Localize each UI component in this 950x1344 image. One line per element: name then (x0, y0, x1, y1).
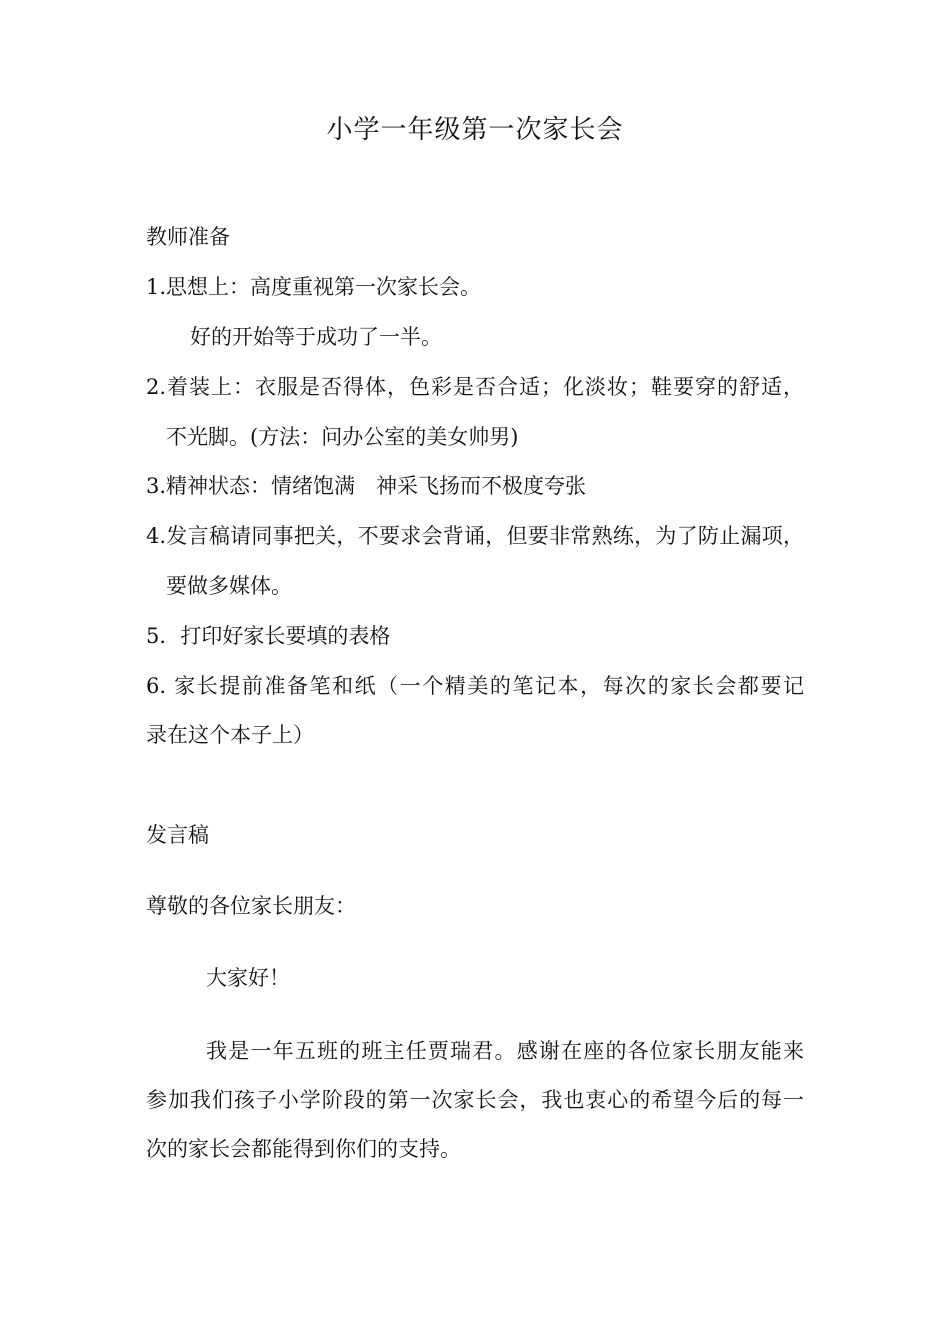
speech-paragraph-line-1: 我是一年五班的班主任贾瑞君。感谢在座的各位家长朋友能来 (206, 1039, 804, 1063)
speech-paragraph-line-2: 参加我们孩子小学阶段的第一次家长会，我也衷心的希望今后的每一 (146, 1088, 804, 1112)
document-title: 小学一年级第一次家长会 (326, 115, 624, 145)
section-heading-teacher-prep: 教师准备 (146, 225, 230, 249)
list-item-1-continuation: 好的开始等于成功了一半。 (190, 325, 442, 349)
speech-salutation: 尊敬的各位家长朋友： (146, 894, 356, 918)
list-item-2-continuation: 不光脚。(方法：问办公室的美女帅男) (166, 425, 519, 449)
list-item-2: 2.着装上：衣服是否得体，色彩是否合适；化淡妆；鞋要穿的舒适， (146, 375, 804, 399)
section-heading-speech: 发言稿 (146, 823, 209, 847)
list-item-6-continuation: 录在这个本子上） (146, 723, 314, 747)
list-item-5: 5．打印好家长要填的表格 (146, 624, 391, 648)
list-item-3: 3.精神状态：情绪饱满 神采飞扬而不极度夸张 (146, 474, 587, 498)
list-item-4-continuation: 要做多媒体。 (166, 574, 292, 598)
list-item-4: 4.发言稿请同事把关，不要求会背诵，但要非常熟练，为了防止漏项， (146, 524, 804, 548)
speech-paragraph-line-3: 次的家长会都能得到你们的支持。 (146, 1137, 461, 1161)
speech-greeting: 大家好！ (206, 966, 290, 990)
list-item-1: 1.思想上：高度重视第一次家长会。 (146, 275, 482, 299)
list-item-6: 6. 家长提前准备笔和纸（一个精美的笔记本，每次的家长会都要记 (146, 674, 804, 698)
